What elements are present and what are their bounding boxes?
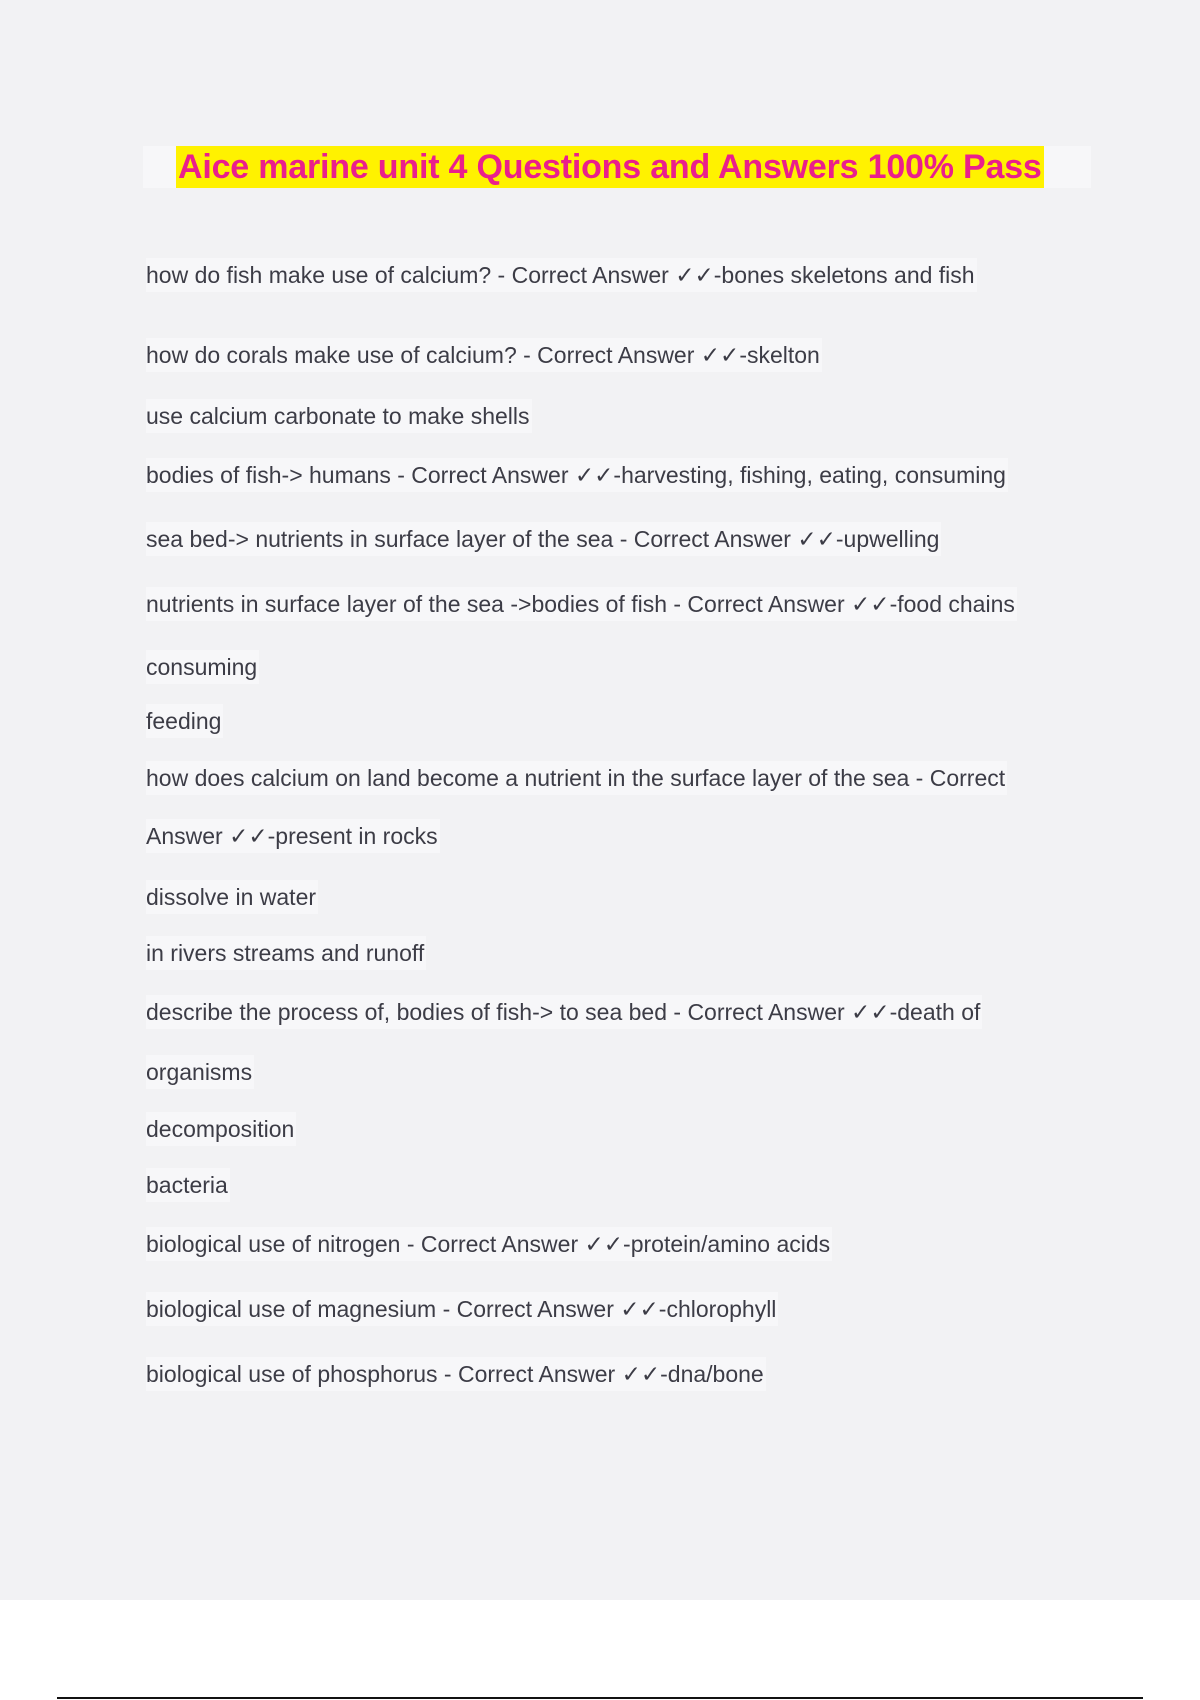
text-line-5: sea bed-> nutrients in surface layer of the sea - Correct Answer ✓✓-upwelling (146, 522, 941, 556)
text-line-18: biological use of magnesium - Correct Answer ✓✓-chlorophyll (146, 1292, 778, 1326)
text-line-9: how does calcium on land become a nutrient in the surface layer of the sea - Correct (146, 761, 1007, 795)
text-line-4: bodies of fish-> humans - Correct Answer ✓✓-harvesting, fishing, eating, consuming (146, 458, 1008, 492)
text-line-11: dissolve in water (146, 880, 318, 914)
text-line-16: bacteria (146, 1168, 230, 1202)
text-line-19: biological use of phosphorus - Correct Answer ✓✓-dna/bone (146, 1357, 766, 1391)
text-line-12: in rivers streams and runoff (146, 936, 426, 970)
text-line-2: how do corals make use of calcium? - Correct Answer ✓✓-skelton (146, 338, 822, 372)
text-line-1: how do fish make use of calcium? - Correct Answer ✓✓-bones skeletons and fish (146, 258, 977, 292)
text-line-10: Answer ✓✓-present in rocks (146, 819, 440, 853)
text-line-15: decomposition (146, 1112, 296, 1146)
text-line-6: nutrients in surface layer of the sea ->bodies of fish - Correct Answer ✓✓-food chains (146, 587, 1017, 621)
text-line-17: biological use of nitrogen - Correct Answer ✓✓-protein/amino acids (146, 1227, 832, 1261)
text-line-14: organisms (146, 1055, 254, 1089)
text-line-3: use calcium carbonate to make shells (146, 399, 532, 433)
document-title: Aice marine unit 4 Questions and Answers 100% Pass (178, 148, 1042, 186)
text-line-7: consuming (146, 650, 259, 684)
text-line-13: describe the process of, bodies of fish-> to sea bed - Correct Answer ✓✓-death of (146, 995, 982, 1029)
footer-rule (57, 1697, 1143, 1699)
text-line-8: feeding (146, 704, 223, 738)
